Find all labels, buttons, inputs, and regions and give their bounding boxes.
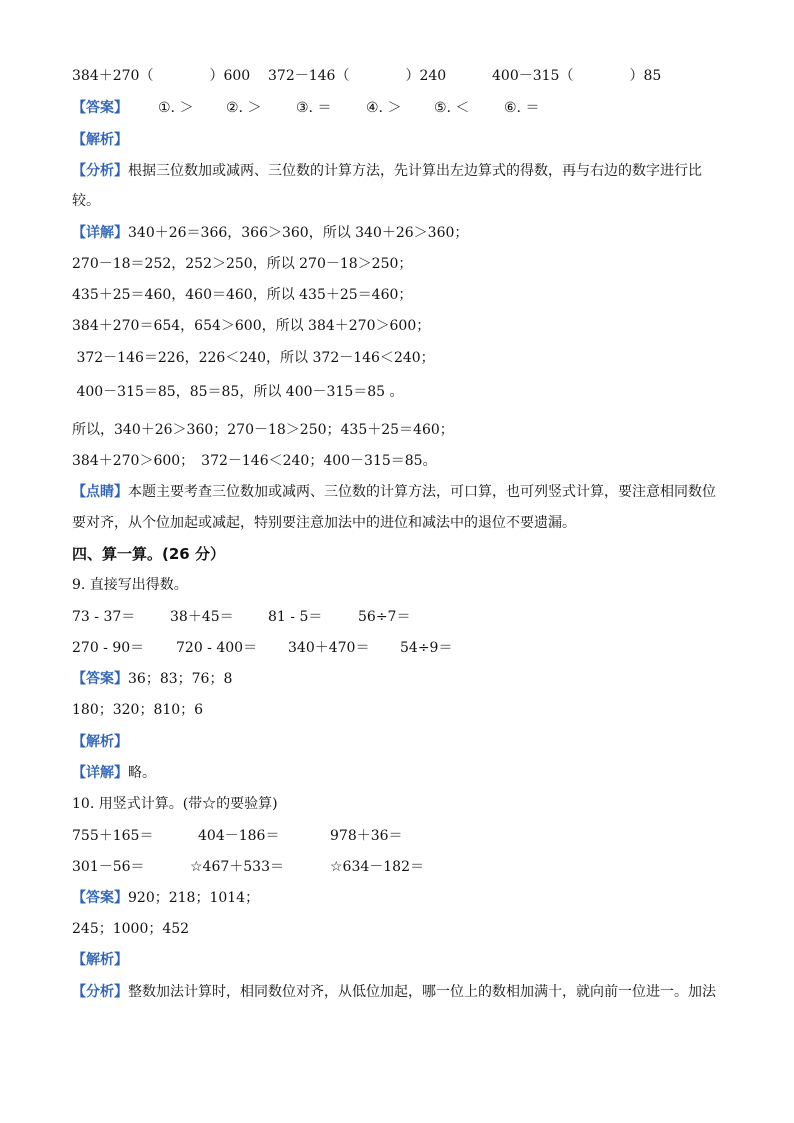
section-heading: 四、算一算。(26 分） — [72, 545, 225, 563]
q9-row1-item-1: 73 - 37＝ — [72, 609, 136, 625]
q9-answer-line-2: 180；320；810；6 — [72, 702, 204, 718]
dianjing-tag-1: 【点睛】 — [72, 484, 128, 500]
fenxi-text-1: 根据三位数加或减两、三位数的计算方法，先计算出左边算式的得数，再与右边的数字进行比 — [128, 163, 702, 179]
xiangjie-1-line-6: 400－315＝85，85＝85，所以 400－315＝85 。 — [72, 384, 404, 400]
q10-answer-tag: 【答案】 — [72, 890, 128, 906]
xiangjie-1-line-2: 270－18＝252，252＞250，所以 270－18＞250； — [72, 256, 413, 272]
question-9-title: 9. 直接写出得数。 — [72, 577, 188, 593]
q9-jiexi-tag: 【解析】 — [72, 734, 128, 750]
q10-answer-line-2: 245；1000；452 — [72, 921, 190, 937]
comparison-expr-3: 400－315（ ）85 — [492, 68, 662, 84]
xiangjie-tag-1: 【详解】 — [72, 225, 128, 241]
q9-row1-item-2: 38＋45＝ — [170, 609, 234, 625]
xiangjie-1-line-7: 所以，340＋26＞360；270－18＞250；435＋25＝460； — [72, 422, 454, 438]
comparison-expr-2: 372－146（ ）240 — [268, 68, 447, 84]
xiangjie-1-line-1 — [72, 223, 468, 243]
dianjing-text-1: 本题主要考查三位数加或减两、三位数的计算方法，可口算，也可列竖式计算，要注意相同数位 — [128, 484, 716, 500]
dianjing-text-1b: 要对齐，从个位加起或减起，特别要注意加法中的进位和减法中的退位不要遗漏。 — [72, 515, 576, 531]
q9-row2-item-4: 54÷9＝ — [400, 640, 453, 656]
q10-fenxi — [72, 982, 716, 1002]
q9-row1-item-3: 81 - 5＝ — [268, 609, 323, 625]
q10-fenxi-text: 整数加法计算时，相同数位对齐，从低位加起，哪一位上的数相加满十，就向前一位进一。加法 — [128, 984, 716, 1000]
q9-row2-item-3: 340＋470＝ — [288, 640, 370, 656]
q10-row2-item-1: 301－56＝ — [72, 859, 145, 875]
fenxi-text-1b: 较。 — [72, 193, 100, 209]
q10-row1-item-2: 404－186＝ — [198, 828, 280, 844]
fenxi-1 — [72, 161, 702, 181]
xiangjie-1-line-4: 384＋270＝654，654＞600，所以 384＋270＞600； — [72, 318, 431, 334]
q10-answer — [72, 888, 259, 908]
xiangjie-1-line-3: 435＋25＝460，460＝460，所以 435＋25＝460； — [72, 287, 413, 303]
q10-row1-item-3: 978＋36＝ — [330, 828, 403, 844]
fenxi-tag-1: 【分析】 — [72, 163, 128, 179]
jiexi-tag-1: 【解析】 — [72, 132, 128, 148]
answer-item-5: ⑤. ＜ — [434, 100, 470, 116]
q9-row2-item-2: 720 - 400＝ — [176, 640, 258, 656]
q9-row1-item-4: 56÷7＝ — [358, 609, 411, 625]
q10-row2-item-3: ☆634－182＝ — [330, 859, 424, 875]
q10-row2-item-2: ☆467＋533＝ — [190, 859, 284, 875]
xiangjie-text-1: 340＋26＝366，366＞360，所以 340＋26＞360； — [128, 225, 469, 241]
dianjing-1 — [72, 482, 716, 502]
q10-row1-item-1: 755＋165＝ — [72, 828, 154, 844]
q9-xiangjie-text: 略。 — [128, 765, 156, 781]
q9-answer-tag: 【答案】 — [72, 671, 128, 687]
answer-item-2: ②. ＞ — [226, 100, 262, 116]
question-10-title: 10. 用竖式计算。(带☆的要验算) — [72, 796, 278, 812]
xiangjie-1-line-8: 384＋270＞600； 372－146＜240；400－315＝85。 — [72, 453, 437, 469]
xiangjie-1-line-5: 372－146＝226，226＜240，所以 372－146＜240； — [72, 350, 435, 366]
comparison-expr-1: 384＋270（ ）600 — [72, 68, 251, 84]
q10-answer-line-1: 920；218；1014； — [128, 890, 260, 906]
answer-tag: 【答案】 — [72, 100, 128, 116]
q9-row2-item-1: 270 - 90＝ — [72, 640, 145, 656]
q10-fenxi-tag: 【分析】 — [72, 984, 128, 1000]
q9-xiangjie — [72, 763, 156, 783]
q9-answer-line-1: 36；83；76；8 — [128, 671, 233, 687]
answer-item-1: ①. ＞ — [158, 100, 194, 116]
q9-answer — [72, 669, 232, 689]
answer-item-6: ⑥. ＝ — [504, 100, 540, 116]
q9-xiangjie-tag: 【详解】 — [72, 765, 128, 781]
q10-jiexi-tag: 【解析】 — [72, 952, 128, 968]
answer-item-3: ③. ＝ — [296, 100, 332, 116]
answer-item-4: ④. ＞ — [366, 100, 402, 116]
